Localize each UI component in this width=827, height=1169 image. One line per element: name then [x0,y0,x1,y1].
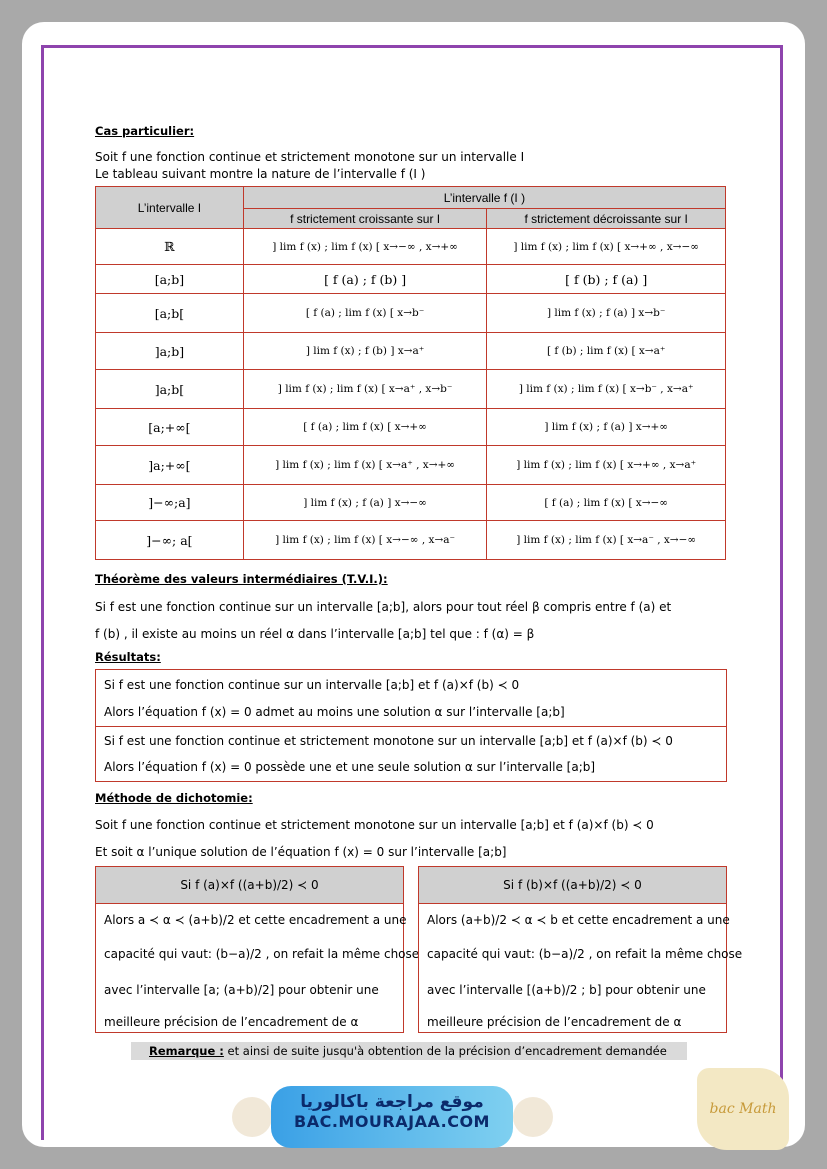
dicho-right-header: Si f (b)×f ((a+b)/2) ≺ 0 [419,867,726,904]
remark-text: et ainsi de suite jusqu'à obtention de la précision d’encadrement demandée [227,1044,667,1058]
dicho-left-line-3: avec l’intervalle [a; (a+b)/2] pour obtenir une [104,983,379,997]
row-interval: [a;+∞[ [96,409,244,446]
row-increasing: ] lim f (x) ; lim f (x) [ x→a⁺ , x→b⁻ [243,370,487,409]
result-1-conclusion: Alors l’équation f (x) = 0 admet au moins une solution α sur l’intervalle [a;b] [104,705,565,719]
dicho-left-line-1: Alors a ≺ α ≺ (a+b)/2 et cette encadrement a une [104,913,407,927]
results-divider [96,726,726,727]
row-increasing: [ f (a) ; lim f (x) [ x→+∞ [243,409,487,446]
row-decreasing: [ f (b) ; f (a) ] [487,265,726,294]
intro-line-2: Le tableau suivant montre la nature de l’intervalle f (I ) [95,167,426,181]
dicho-line-1: Soit f une fonction continue et strictement monotone sur un intervalle [a;b] et f (a)×f (b) ≺ 0 [95,818,654,832]
tvi-line-2: f (b) , il existe au moins un réel α dans l’intervalle [a;b] tel que : f (α) = β [95,627,535,641]
remark-bar [131,1042,687,1060]
row-interval: ℝ [96,229,244,265]
row-decreasing: ] lim f (x) ; lim f (x) [ x→a⁻ , x→−∞ [487,521,726,560]
dicho-left-line-4: meilleure précision de l’encadrement de α [104,1015,359,1029]
row-increasing: ] lim f (x) ; lim f (x) [ x→−∞ , x→a⁻ [243,521,487,560]
row-interval: ]a;b] [96,333,244,370]
result-2-conclusion: Alors l’équation f (x) = 0 possède une et une seule solution α sur l’intervalle [a;b] [104,760,596,774]
interval-table [95,186,726,560]
right-badge-icon [513,1097,553,1137]
row-decreasing: ] lim f (x) ; lim f (x) [ x→+∞ , x→−∞ [487,229,726,265]
section-title-cas-particulier: Cas particulier: [95,124,195,138]
row-increasing: ] lim f (x) ; lim f (x) [ x→a⁺ , x→+∞ [243,446,487,485]
row-decreasing: ] lim f (x) ; f (a) ] x→+∞ [487,409,726,446]
site-url[interactable]: BAC.MOURAJAA.COM [294,1112,490,1131]
site-arabic-title: موقع مراجعة باكالوريا [300,1092,484,1112]
dicho-line-2: Et soit α l’unique solution de l’équation f (x) = 0 sur l’intervalle [a;b] [95,845,507,859]
row-interval: [a;b] [96,265,244,294]
dicho-right-line-3: avec l’intervalle [(a+b)/2 ; b] pour obtenir une [427,983,706,997]
row-increasing: ] lim f (x) ; f (a) ] x→−∞ [243,485,487,521]
row-decreasing: ] lim f (x) ; lim f (x) [ x→+∞ , x→a⁺ [487,446,726,485]
dicho-left-box [95,866,420,1033]
dicho-right-line-4: meilleure précision de l’encadrement de α [427,1015,682,1029]
row-interval: ]−∞; a[ [96,521,244,560]
tvi-line-1: Si f est une fonction continue sur un intervalle [a;b], alors pour tout réel β compris entre f (a) et [95,600,672,614]
dicho-right-line-1: Alors (a+b)/2 ≺ α ≺ b et cette encadrement a une [427,913,730,927]
site-banner[interactable] [271,1086,513,1148]
row-decreasing: ] lim f (x) ; f (a) ] x→b⁻ [487,294,726,333]
dicho-left-line-2: capacité qui vaut: (b−a)/2 , on refait la même chose [104,947,420,961]
results-box [95,669,727,782]
row-increasing: [ f (a) ; lim f (x) [ x→b⁻ [243,294,487,333]
remark-label: Remarque : [149,1044,224,1058]
row-increasing: ] lim f (x) ; f (b) ] x→a⁺ [243,333,487,370]
row-increasing: ] lim f (x) ; lim f (x) [ x→−∞ , x→+∞ [243,229,487,265]
row-interval: ]−∞;a] [96,485,244,521]
left-badge-icon [232,1097,272,1137]
section-title-tvi: Théorème des valeurs intermédiaires (T.V.I.): [95,572,388,586]
dicho-right-box [418,866,743,1033]
dicho-left-header: Si f (a)×f ((a+b)/2) ≺ 0 [96,867,403,904]
row-interval: ]a;b[ [96,370,244,409]
header-image-interval: L’intervalle f (I ) [243,187,725,209]
row-decreasing: [ f (a) ; lim f (x) [ x→−∞ [487,485,726,521]
result-2-condition: Si f est une fonction continue et strictement monotone sur un intervalle [a;b] et f (a)×f (b) ≺ 0 [104,734,673,748]
result-1-condition: Si f est une fonction continue sur un intervalle [a;b] et f (a)×f (b) ≺ 0 [104,678,520,692]
header-decreasing: f strictement décroissante sur I [487,209,726,229]
row-interval: [a;b[ [96,294,244,333]
section-title-resultats: Résultats: [95,650,161,664]
row-interval: ]a;+∞[ [96,446,244,485]
header-interval: L’intervalle I [96,187,244,229]
dicho-right-line-2: capacité qui vaut: (b−a)/2 , on refait la même chose [427,947,743,961]
header-increasing: f strictement croissante sur I [243,209,487,229]
intro-line-1: Soit f une fonction continue et strictement monotone sur un intervalle I [95,150,525,164]
row-increasing: [ f (a) ; f (b) ] [243,265,487,294]
row-decreasing: ] lim f (x) ; lim f (x) [ x→b⁻ , x→a⁺ [487,370,726,409]
section-title-dichotomie: Méthode de dichotomie: [95,791,253,805]
bac-math-logo: bac Math [697,1068,789,1150]
row-decreasing: [ f (b) ; lim f (x) [ x→a⁺ [487,333,726,370]
